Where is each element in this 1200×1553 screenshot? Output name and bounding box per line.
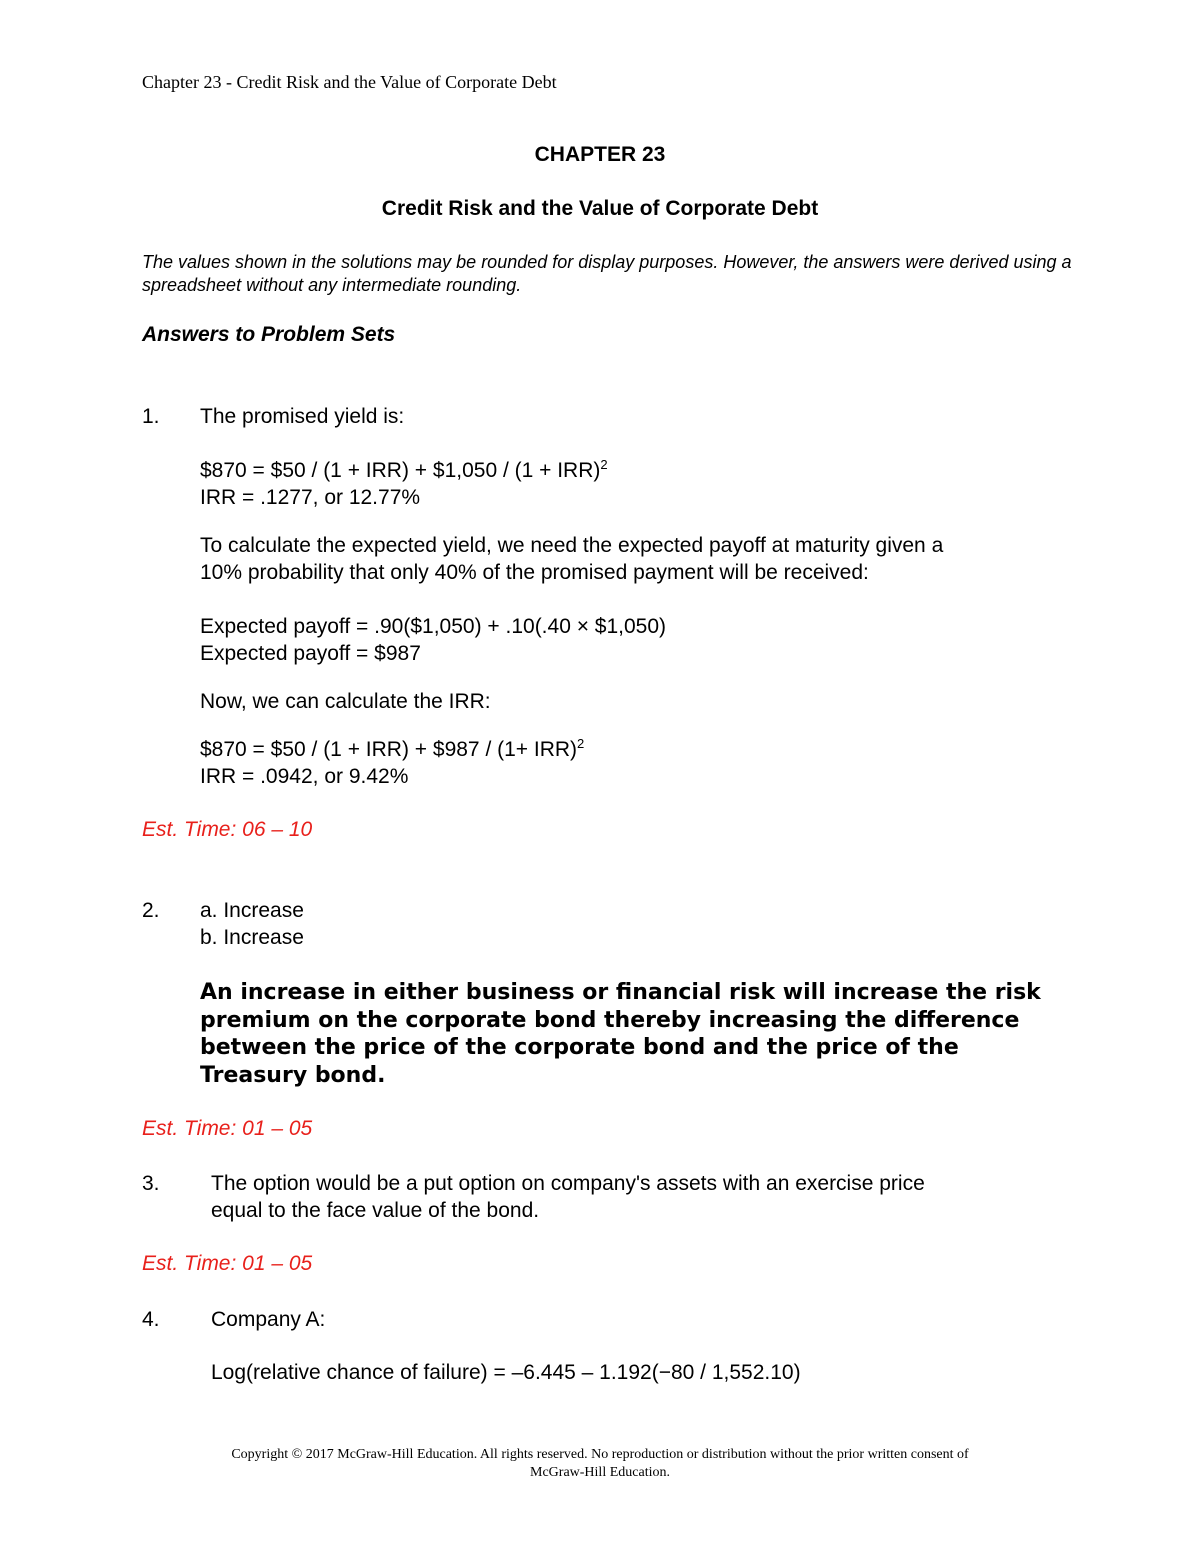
problem-1-intro: The promised yield is: xyxy=(200,405,405,428)
chapter-title: CHAPTER 23 xyxy=(534,143,666,166)
problem-1-number: 1. xyxy=(142,405,160,428)
problem-2-answer-b: b. Increase xyxy=(200,926,304,949)
problem-1-paragraph-2: Now, we can calculate the IRR: xyxy=(200,690,491,713)
problem-1-equation-5-text: $870 = $50 / (1 + IRR) + $987 / (1+ IRR) xyxy=(200,738,578,761)
problem-2-est-time: Est. Time: 01 – 05 xyxy=(142,1117,313,1140)
section-heading: Answers to Problem Sets xyxy=(142,323,396,346)
problem-1-equation-6: IRR = .0942, or 9.42% xyxy=(200,765,409,788)
problem-4-intro: Company A: xyxy=(211,1308,326,1331)
problem-2-explanation: An increase in either business or financial risk will increase the risk premium on the corporate bond thereby increasing the difference between the price of the corporate bond and the price of the Treasury bond. xyxy=(200,980,1041,1088)
problem-1-paragraph-1-line-2: 10% probability that only 40% of the promised payment will be received: xyxy=(200,561,869,584)
problem-3-number: 3. xyxy=(142,1172,160,1195)
problem-1-paragraph-1-line-1: To calculate the expected yield, we need the expected payoff at maturity given a xyxy=(200,534,944,557)
problem-1-equation-4: Expected payoff = $987 xyxy=(200,642,421,665)
problem-1-equation-1-text: $870 = $50 / (1 + IRR) + $1,050 / (1 + IRR) xyxy=(200,459,601,482)
problem-4-number: 4. xyxy=(142,1308,160,1331)
problem-2-number: 2. xyxy=(142,899,160,922)
copyright-line-1: Copyright © 2017 McGraw-Hill Education. All rights reserved. No reproduction or distribution without the prior written consent of xyxy=(231,1447,969,1462)
rounding-note: The values shown in the solutions may be rounded for display purposes. However, the answers were derived using a spreadsheet without any intermediate rounding. xyxy=(142,252,1072,295)
problem-3-line-2: equal to the face value of the bond. xyxy=(211,1199,540,1222)
problem-1-equation-5-exponent: 2 xyxy=(577,736,585,751)
problem-4-equation-1: Log(relative chance of failure) = –6.445 – 1.192(−80 / 1,552.10) xyxy=(211,1361,801,1384)
copyright-line-2: McGraw-Hill Education. xyxy=(530,1465,670,1480)
problem-2-answer-a: a. Increase xyxy=(200,899,304,922)
copyright-footer xyxy=(0,1446,1200,1482)
problem-1-est-time: Est. Time: 06 – 10 xyxy=(142,818,313,841)
problem-1-equation-2: IRR = .1277, or 12.77% xyxy=(200,486,421,509)
problem-3-est-time: Est. Time: 01 – 05 xyxy=(142,1252,313,1275)
problem-1-equation-1-exponent: 2 xyxy=(600,457,608,472)
chapter-subtitle: Credit Risk and the Value of Corporate Debt xyxy=(381,197,819,220)
running-header: Chapter 23 - Credit Risk and the Value of Corporate Debt xyxy=(142,72,557,92)
problem-1-equation-5 xyxy=(200,736,584,763)
problem-1-equation-1 xyxy=(200,457,608,484)
problem-1-equation-3: Expected payoff = .90($1,050) + .10(.40 × $1,050) xyxy=(200,615,667,638)
problem-3-line-1: The option would be a put option on company's assets with an exercise price xyxy=(211,1172,925,1195)
